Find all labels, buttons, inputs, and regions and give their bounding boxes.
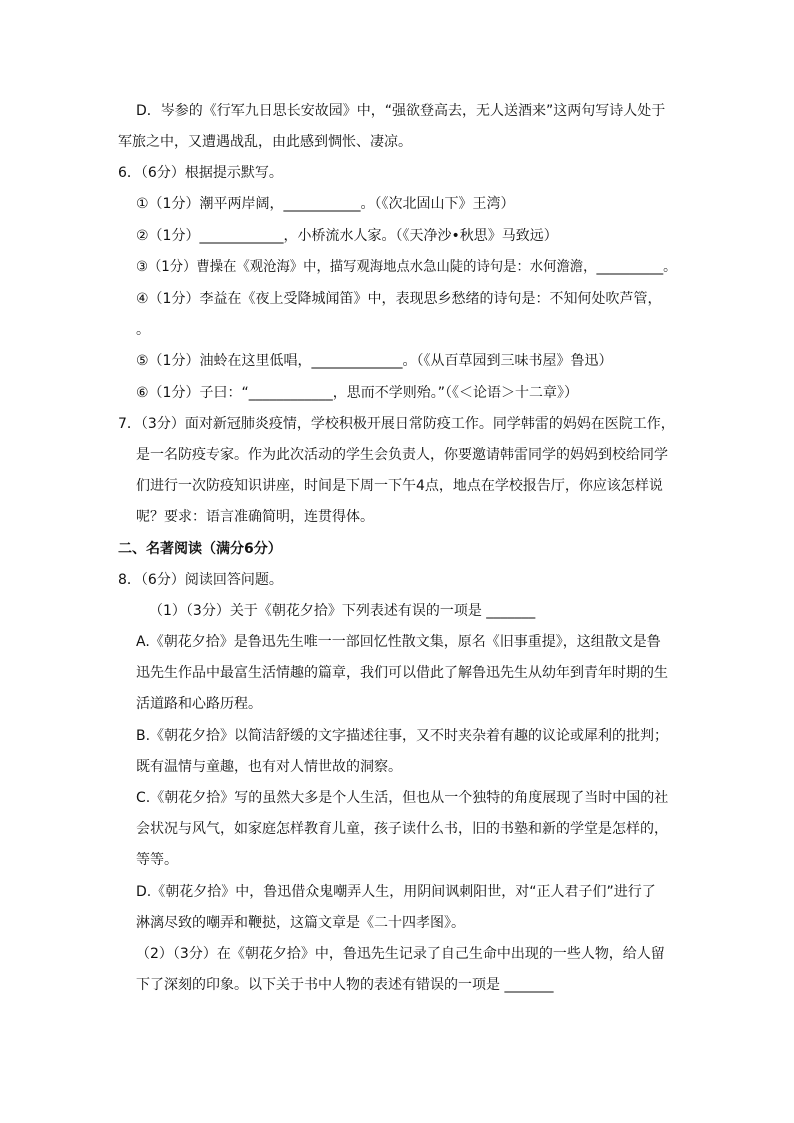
question-6-item-2: ②（1分）____________，小桥流水人家。（《天净沙•秋思》马致远） bbox=[136, 228, 558, 244]
question-8-part-1: （1）（3分）关于《朝花夕拾》下列表述有误的一项是 _______ bbox=[149, 603, 536, 619]
question-6-heading: 6．（6分）根据提示默写。 bbox=[118, 165, 283, 181]
question-7-heading: 7．（3分）面对新冠肺炎疫情，学校积极开展日常防疫工作。同学韩雷的妈妈在医院工作， bbox=[118, 416, 675, 432]
text-line: 呢？要求：语言准确简明，连贯得体。 bbox=[136, 509, 374, 525]
text-line: 军旅之中，又遭遇战乱，由此感到惆怅、凄凉。 bbox=[118, 134, 412, 150]
question-8-part-2: （2）（3分）在《朝花夕拾》中，鲁迅先生记录了自己生命中出现的一些人物，给人留 bbox=[136, 946, 665, 962]
text-line: 既有温情与童趣，也有对人情世故的洞察。 bbox=[136, 759, 402, 775]
question-6-item-1: ①（1分）潮平两岸阔，___________。（《次北固山下》王湾） bbox=[136, 196, 515, 212]
question-6-item-5: ⑤（1分）油蛉在这里低唱，_____________。（《从百草园到三味书屋》鲁迅） bbox=[136, 353, 613, 369]
question-6-item-6: ⑥（1分）子曰：“____________，思而不学则殆。”（《＜论语＞十二章》） bbox=[136, 385, 578, 401]
text-line: 下了深刻的印象。以下关于书中人物的表述有错误的一项是 _______ bbox=[136, 977, 554, 993]
text-line: 。 bbox=[136, 322, 150, 338]
text-line: 会状况与风气，如家庭怎样教育儿童，孩子读什么书，旧的书塾和新的学堂是怎样的， bbox=[136, 821, 668, 837]
option-b: B.《朝花夕拾》以简洁舒缓的文字描述往事，又不时夹杂着有趣的议论或犀利的批判； bbox=[136, 728, 669, 744]
text-line: 们进行一次防疫知识讲座，时间是下周一下午4点，地点在学校报告厅，你应该怎样说 bbox=[136, 478, 663, 494]
text-line: 迅先生作品中最富生活情趣的篇章，我们可以借此了解鲁迅先生从幼年到青年时期的生 bbox=[136, 665, 668, 681]
option-c: C.《朝花夕拾》写的虽然大多是个人生活，但也从一个独特的角度展现了当时中国的社 bbox=[136, 790, 669, 806]
question-8-heading: 8．（6分）阅读回答问题。 bbox=[118, 572, 283, 588]
question-6-item-3: ③（1分）曹操在《观沧海》中，描写观海地点水急山陡的诗句是：水何澹澹，__________。 bbox=[136, 259, 677, 275]
text-line: 等等。 bbox=[136, 852, 178, 868]
text-line: 淋漓尽致的嘲弄和鞭挞，这篇文章是《二十四孝图》。 bbox=[136, 915, 465, 931]
question-6-item-4: ④（1分）李益在《夜上受降城闻笛》中，表现思乡愁绪的诗句是：不知何处吹芦管， bbox=[136, 291, 662, 307]
text-line: D．岑参的《行军九日思长安故园》中，“强欲登高去，无人送酒来”这两句写诗人处于 bbox=[136, 103, 666, 119]
text-line: 活道路和心路历程。 bbox=[136, 696, 262, 712]
section-heading: 二、名著阅读（满分6分） bbox=[118, 541, 282, 557]
text-line: 是一名防疫专家。作为此次活动的学生会负责人，你要邀请韩雷同学的妈妈到校给同学 bbox=[136, 447, 668, 463]
option-d: D.《朝花夕拾》中，鲁迅借众鬼嘲弄人生，用阴间讽刺阳世，对“正人君子们”进行了 bbox=[136, 884, 656, 900]
option-a: A.《朝花夕拾》是鲁迅先生唯一一部回忆性散文集，原名《旧事重提》，这组散文是鲁 bbox=[136, 634, 661, 650]
